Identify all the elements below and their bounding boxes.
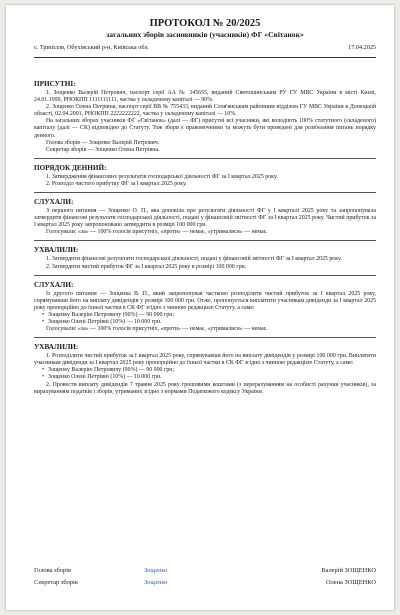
vote-line: Голосували: «за» — 100% голосів присутніх, «проти» — немає, «утрималися» — немає.: [46, 326, 268, 333]
present-heading: ПРИСУТНІ:: [34, 80, 76, 88]
secretary-line: Секретар зборів — Зощенко Олена Петрівна.: [46, 146, 160, 153]
place: с. Трипілля, Обухівський р-н, Київська обл.: [34, 44, 149, 51]
heard-text: З першого питання — Зощенко О. П., яка доповіла про результати діяльності ФГ у I кварталі 2025 року та запропонувала затвердити фінансові результати господарської діяльності, подані у фінансовій звітності ФГ за I квартал 2025 року. Чистий прибуток за I квартал 2025 року запропоновано затвердити в розмірі 100 000 грн.: [34, 208, 376, 229]
resolved-item: 1. Затвердити фінансові результати господарської діяльності, подані у фінансовій звітності ФГ за I квартал 2025 року.: [46, 256, 342, 263]
divider: [34, 275, 376, 276]
agenda-item: 1. Затвердження фінансових результатів господарської діяльності ФГ за I квартал 2025 року.: [46, 173, 278, 180]
divider: [34, 337, 376, 338]
agenda-item: 2. Розподіл чистого прибутку ФГ за I квартал 2025 року.: [46, 180, 187, 187]
heard-heading: СЛУХАЛИ:: [34, 198, 74, 207]
signature-name: Валерій ЗОЩЕНКО: [321, 567, 376, 574]
dividend-bullet: • Зощенко Олені Петрівні (10%) — 10 000 грн.: [34, 319, 376, 326]
signature-name: Олена ЗОЩЕНКО: [326, 579, 376, 586]
document-page: [6, 5, 394, 610]
heard-text: Із другого питання — Зощенка В. П., який запропонував частково розподілити чистий прибуток за I квартал 2025 року, спрямувавши його на виплату дивідендів у розмірі 100 000 грн. Отже, пропонується виплатити учасникам дивіденди за I квартал 2025 року пропорційно до їхньої частки в СК ФГ згідно з чинною редакцією Статуту, а саме:: [34, 290, 376, 311]
document-subtitle: загальних зборів засновників (учасників) ФГ «Світанок»: [106, 30, 304, 39]
divider: [34, 240, 376, 241]
resolved-heading: УХВАЛИЛИ:: [34, 343, 79, 352]
signature-role: Голова зборів: [34, 567, 71, 574]
signature-row: [34, 577, 376, 589]
divider: [34, 192, 376, 193]
place-date-line: [34, 44, 376, 58]
signature-row: [34, 565, 376, 577]
handwritten-signature: Зощенко: [144, 579, 168, 586]
resolved-heading: УХВАЛИЛИ:: [34, 246, 79, 255]
dividend-bullet: • Зощенку Валерію Петровичу (90%) — 90 000 грн;: [34, 312, 376, 319]
signature-role: Секретар зборів: [34, 579, 78, 586]
document-title: ПРОТОКОЛ № 20/2025: [149, 18, 261, 29]
handwritten-signature: Зощенко: [144, 567, 168, 574]
heard-heading: СЛУХАЛИ:: [34, 280, 74, 289]
present-item: 2. Зощенко Олена Петрівна, паспорт серії ВВ № 755433, виданий Слов'янським районним відділом ГУ МВС України в Донецькій області, 02.04.2001, РНОКПП 2222222222, частка у складеному капіталі — 10%.: [34, 104, 376, 118]
resolved-item: 1. Розподілити чистий прибуток за I квартал 2025 року, спрямувавши його на виплату дивідендів у розмірі 100 000 грн. Виплатити учасникам дивіденди за I квартал 2025 року пропорційно до їхньої частки в СК ФГ згідно з чинною редакцією Статуту, а саме:: [34, 353, 376, 367]
resolved-item: 2. Провести виплату дивідендів 7 травня 2025 року грошовими коштами (з перерахуванням на особисті рахунки учасників), за вирахуванням податків і зборів, утриманих згідно з нормами Податкового кодексу України.: [34, 381, 376, 395]
date: 17.04.2025: [348, 44, 376, 51]
signature-block: [34, 565, 376, 589]
vote-line: Голосували: «за» — 100% голосів присутніх, «проти» — немає, «утрималися» — немає.: [46, 229, 268, 236]
chair-line: Голова зборів — Зощенко Валерій Петрович.: [46, 139, 160, 146]
present-quorum: На загальних зборах учасників ФГ «Світанок» (далі — ФГ) присутні всі учасники, які володіють 100% статутного (складеного) капіталу (далі — СК) відповідно до Статуту. Тож збори є правомочними та можуть бути проведені для розв'язання питань порядку денного.: [34, 118, 376, 139]
divider: [34, 158, 376, 159]
dividend-bullet: • Зощенко Олені Петрівні (10%) — 10 000 грн.: [34, 374, 376, 381]
present-item: 1. Зощенко Валерій Петрович, паспорт серії АА № 345655, виданий Святошинським РУ ГУ МВС України в місті Києві, 24.01.1999, РНОКПП 1111111111, частка у складеному капіталі — 90%.: [34, 90, 376, 104]
dividend-bullet: • Зощенку Валерію Петровичу (90%) — 90 000 грн;: [34, 367, 376, 374]
resolved-item: 2. Затвердити чистий прибуток ФГ за I квартал 2025 року в розмірі 100 000 грн.: [46, 263, 247, 270]
agenda-heading: ПОРЯДОК ДЕННИЙ:: [34, 163, 107, 172]
